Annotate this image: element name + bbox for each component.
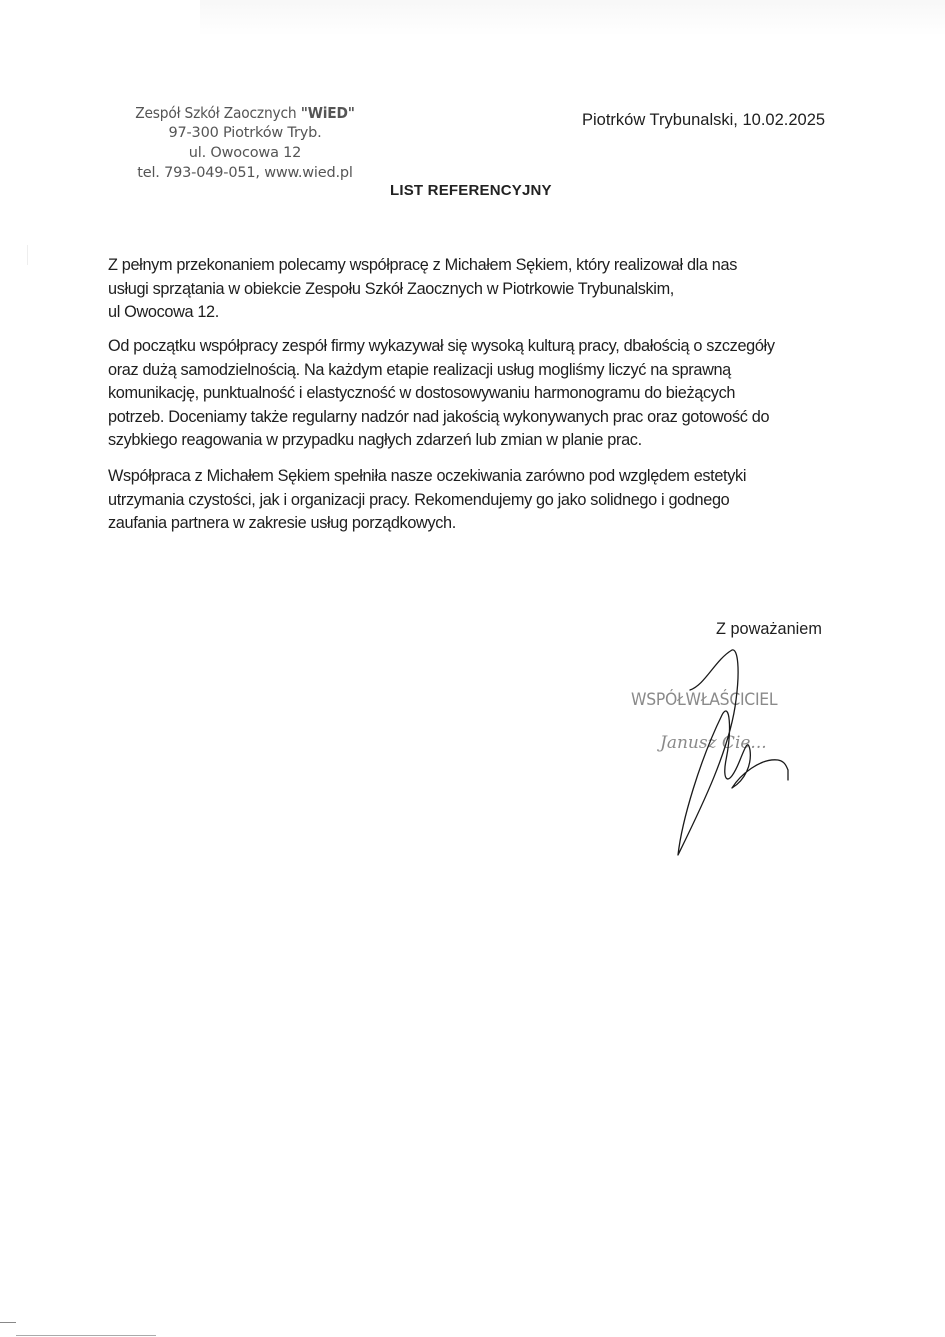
- stamp-role: WSPÓŁWŁAŚCICIEL: [631, 690, 778, 710]
- paragraph-line: ul Owocowa 12.: [108, 303, 219, 321]
- paragraph-line: utrzymania czystości, jak i organizacji pracy. Rekomendujemy go jako solidnego i godnego: [108, 490, 730, 509]
- paragraph-2: [108, 335, 838, 453]
- institution-stamp: [110, 103, 380, 183]
- paragraph-line: potrzeb. Doceniamy także regularny nadzór nad jakością wykonywanych prac oraz gotowość do: [108, 407, 770, 426]
- paragraph-line: Od początku współpracy zespół firmy wykazywał się wysoką kulturą pracy, dbałością o szczegóły: [108, 337, 775, 355]
- institution-brand: "WiED": [300, 104, 355, 122]
- signature-stroke: [678, 650, 788, 855]
- paragraph-line: Z pełnym przekonaniem polecamy współpracę z Michałem Sękiem, który realizował dla nas: [108, 256, 738, 274]
- institution-street: ul. Owocowa 12: [188, 145, 302, 161]
- document-title: LIST REFERENCYJNY: [390, 182, 552, 199]
- place-date: Piotrków Trybunalski, 10.02.2025: [582, 111, 826, 129]
- institution-name-line: [121, 103, 369, 123]
- paragraph-line: zaufania partnera w zakresie usług porządkowych.: [108, 514, 456, 532]
- scan-artifact-top: [200, 0, 945, 36]
- scan-artifact-edge: [0, 1322, 16, 1323]
- institution-name: Zespół Szkół Zaocznych: [135, 104, 301, 122]
- scan-artifact-left: [27, 245, 28, 265]
- stamp-name: Janusz Cie...: [660, 733, 767, 753]
- handwritten-signature: [660, 640, 800, 870]
- paragraph-line: szybkiego reagowania w przypadku nagłych zdarzeń lub zmian w planie prac.: [108, 431, 642, 449]
- closing-salutation: Z poważaniem: [716, 620, 822, 638]
- paragraph-1: [108, 254, 838, 325]
- paragraph-3: [108, 465, 838, 536]
- scan-artifact-bottom: [16, 1335, 156, 1336]
- institution-postal: 97-300 Piotrków Tryb.: [168, 125, 322, 141]
- paragraph-line: komunikację, punktualność i elastyczność w dostosowywaniu harmonogramu do bieżących: [108, 384, 736, 402]
- paragraph-line: oraz dużą samodzielnością. Na każdym etapie realizacji usług mogliśmy liczyć na sprawną: [108, 360, 731, 379]
- paragraph-line: usługi sprzątania w obiekcie Zespołu Szkół Zaocznych w Piotrkowie Trybunalskim,: [108, 279, 674, 298]
- institution-contact: tel. 793-049-051, www.wied.pl: [137, 165, 353, 181]
- paragraph-line: Współpraca z Michałem Sękiem spełniła nasze oczekiwania zarówno pod względem estetyki: [108, 467, 747, 485]
